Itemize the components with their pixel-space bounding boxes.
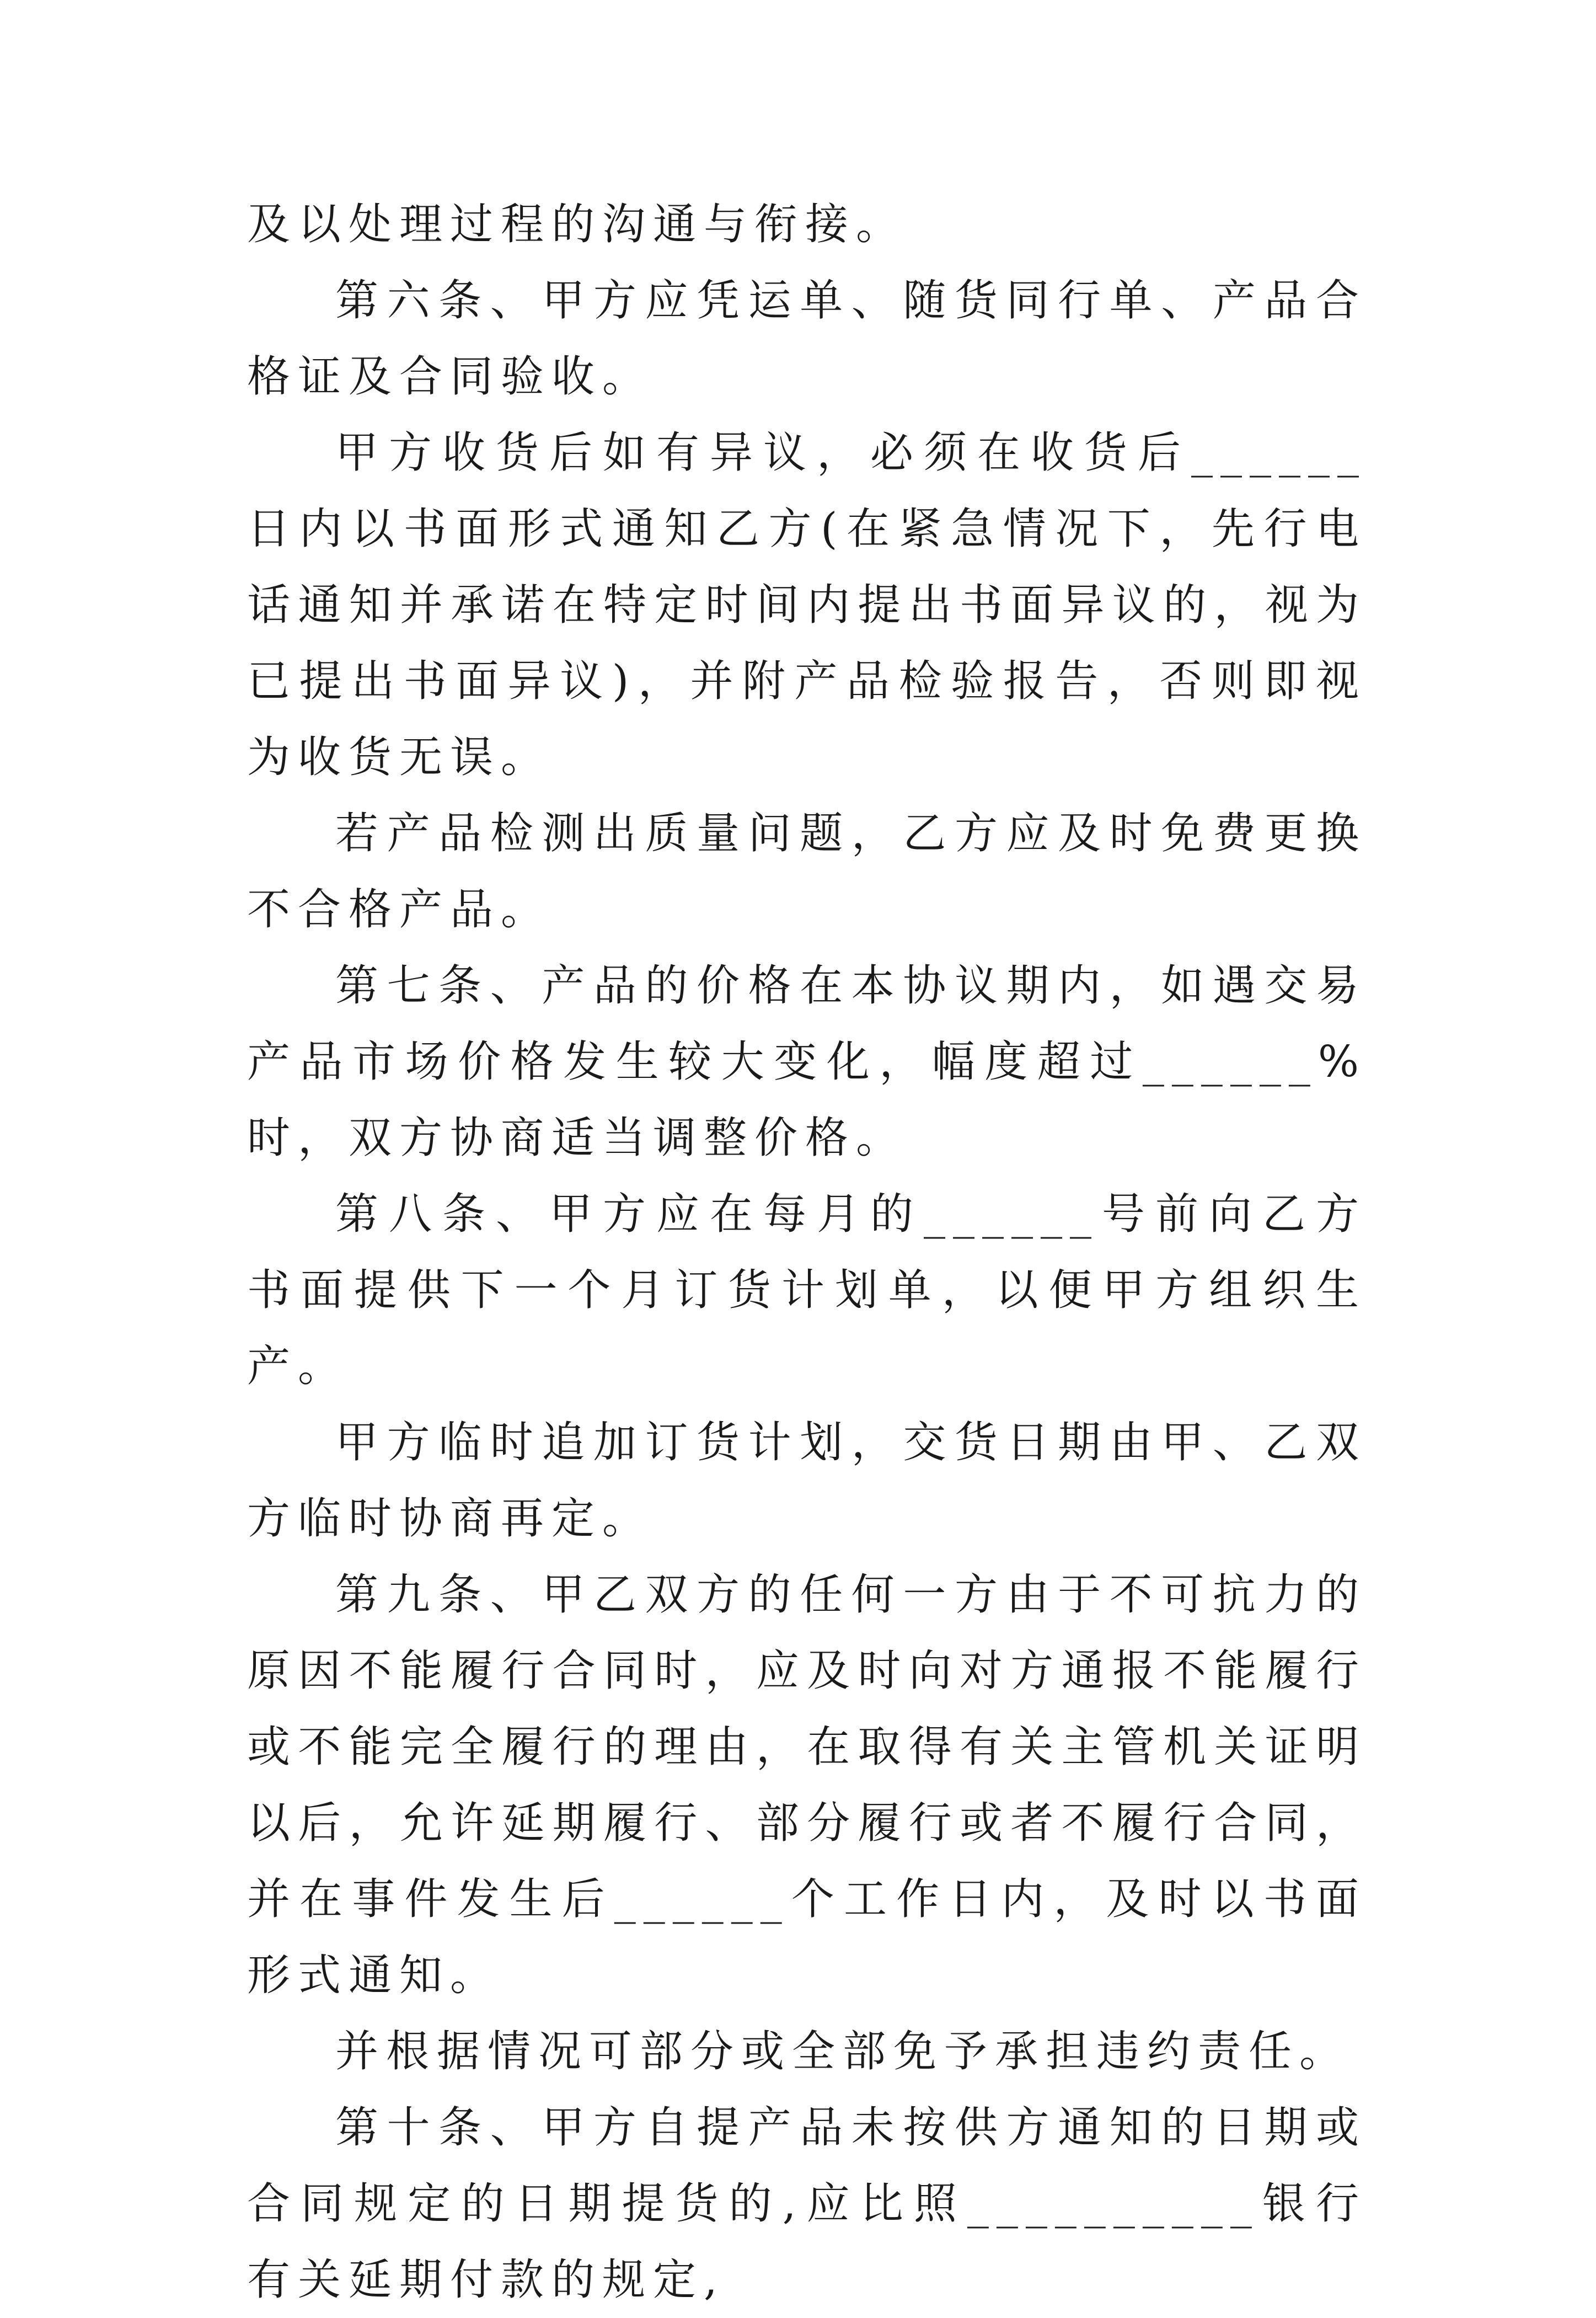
paragraph-objection: 甲方收货后如有异议，必须在收货后______日内以书面形式通知乙方(在紧急情况下，先行电话通知并承诺在特定时间内提出书面异议的，视为已提出书面异议)，并附产品检验报告，否则即视为收货无误。 (247, 428, 1367, 782)
paragraph-continued: 及以处理过程的沟通与衔接。 (247, 200, 907, 249)
paragraph-liability-exemption: 并根据情况可部分或全部免予承担违约责任。 (335, 2027, 1351, 2076)
paragraph-article-8: 第八条、甲方应在每月的______号前向乙方书面提供下一个月订货计划单，以便甲方组织生产。 (247, 1189, 1367, 1391)
paragraph-article-7: 第七条、产品的价格在本协议期内，如遇交易产品市场价格发生较大变化，幅度超过______%时，双方协商适当调整价格。 (247, 961, 1367, 1163)
paragraph-article-6: 第六条、甲方应凭运单、随货同行单、产品合格证及合同验收。 (247, 276, 1367, 402)
paragraph-extra-orders: 甲方临时追加订货计划，交货日期由甲、乙双方临时协商再定。 (247, 1418, 1367, 1543)
paragraph-article-9: 第九条、甲乙双方的任何一方由于不可抗力的原因不能履行合同时，应及时向对方通报不能履行或不能完全履行的理由，在取得有关主管机关证明以后，允许延期履行、部分履行或者不履行合同，并在事件发生后______个工作日内，及时以书面形式通知。 (247, 1570, 1367, 2000)
paragraph-quality-issue: 若产品检测出质量问题，乙方应及时免费更换不合格产品。 (247, 809, 1367, 934)
paragraph-article-10: 第十条、甲方自提产品未按供方通知的日期或合同规定的日期提货的,应比照__________银行有关延期付款的规定, (247, 2103, 1367, 2305)
contract-body (247, 186, 1367, 2318)
